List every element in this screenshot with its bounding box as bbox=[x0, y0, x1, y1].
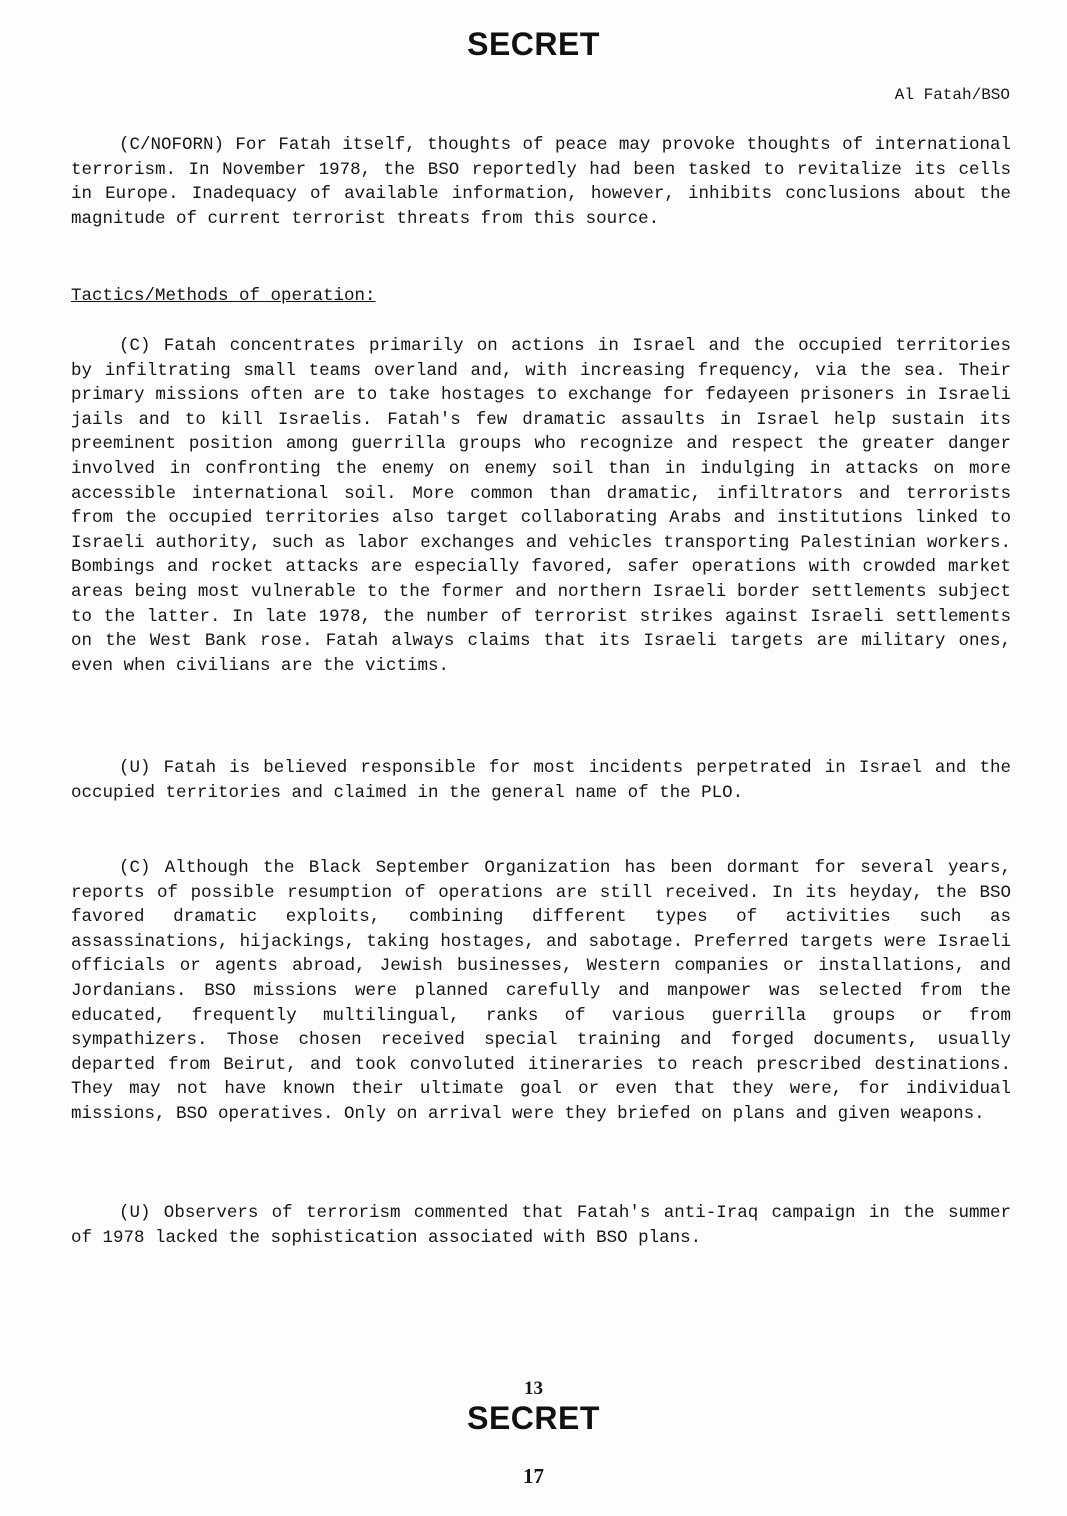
paragraph-text: (U) Fatah is believed responsible for most incidents perpetrated in Israel and the occupied territories and claimed in the general name of the PLO. bbox=[71, 758, 1011, 803]
paragraph-black-september bbox=[71, 856, 1011, 1127]
paragraph-text: (C/NOFORN) For Fatah itself, thoughts of peace may provoke thoughts of international terrorism. In November 1978, the BSO reportedly had been tasked to revitalize its cells in Europe. Inadequacy of available information, however, inhibits conclusions about the magnitude of current terrorist threats from this source. bbox=[71, 135, 1011, 229]
paragraph-noforn bbox=[71, 133, 1011, 231]
paragraph-text: (C) Fatah concentrates primarily on actions in Israel and the occupied territories by infiltrating small teams overland and, with increasing frequency, via the sea. Their primary missions often are to take hostages to exchange for fedayeen prisoners in Israeli jails and to kill Israelis. Fatah's few dramatic assaults in Israel help sustain its preeminent position among guerrilla groups who recognize and respect the greater danger involved in confronting the enemy on enemy soil than in indulging in attacks on more accessible international soil. More common than dramatic, infiltrators and terrorists from the occupied territories also target collaborating Arabs and institutions linked to Israeli authority, such as labor exchanges and vehicles transporting Palestinian workers. Bombings and rocket attacks are especially favored, safer operations with crowded market areas being most vulnerable to the former and northern Israeli border settlements subject to the latter. In late 1978, the number of terrorist strikes against Israeli settlements on the West Bank rose. Fatah always claims that its Israeli targets are military ones, even when civilians are the victims. bbox=[71, 336, 1011, 676]
paragraph-text: (U) Observers of terrorism commented that Fatah's anti-Iraq campaign in the summer of 1978 lacked the sophistication associated with BSO plans. bbox=[71, 1203, 1011, 1248]
paragraph-tactics bbox=[71, 334, 1011, 678]
classification-marking-bottom: SECRET bbox=[467, 1400, 600, 1436]
paragraph-text: (C) Although the Black September Organization has been dormant for several years, reports of possible resumption of operations are still received. In its heyday, the BSO favored dramatic exploits, combining different types of activities such as assassinations, hijackings, taking hostages, and sabotage. Preferred targets were Israeli officials or agents abroad, Jewish businesses, Western companies or installations, and Jordanians. BSO missions were planned carefully and manpower was selected from the educated, frequently multilingual, ranks of various guerrilla groups or from sympathizers. Those chosen received special training and forged documents, usually departed from Beirut, and took convoluted itineraries to reach prescribed destinations. They may not have known their ultimate goal or even that they were, for individual missions, BSO operatives. Only on arrival were they briefed on plans and given weapons. bbox=[71, 858, 1011, 1124]
paragraph-observers bbox=[71, 1201, 1011, 1250]
section-heading: Tactics/Methods of operation: bbox=[71, 286, 376, 306]
document-reference-header: Al Fatah/BSO bbox=[894, 86, 1010, 104]
page-number: 13 bbox=[524, 1378, 543, 1399]
paragraph-responsibility bbox=[71, 756, 1011, 805]
sequence-number: 17 bbox=[523, 1464, 544, 1488]
classification-marking-top: SECRET bbox=[467, 26, 600, 62]
